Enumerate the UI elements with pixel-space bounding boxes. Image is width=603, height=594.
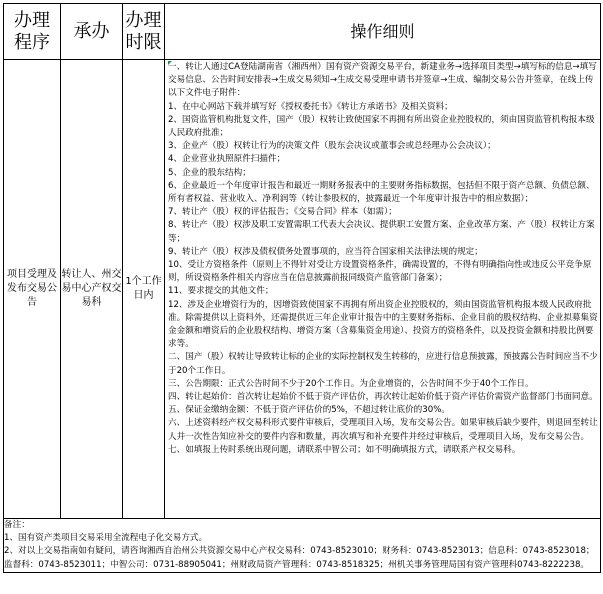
row-time-limit: 1个工作日内 bbox=[123, 60, 165, 519]
detail-line: 5、企业的股东结构； bbox=[168, 167, 251, 178]
detail-line: 9、转让产（股）权涉及债权债务处置事项的，应当符合国家相关法律法规的规定； bbox=[168, 246, 483, 257]
notes-cell bbox=[4, 519, 601, 573]
detail-line: 12、涉及企业增资行为的，因增资致使国家不再拥有所出资企业控股权的，须由国资监管机构报本级人民政府批准。除需提供以上资料外，还需提供近三年企业审计报告中的主要财务指标、企业目前的股权结构、企业拟募集资金金额和增资后的企业股权结构、增资方案（含募集资金用途）、投资方的资格条件，以及投资金额和持股比例要求等。 bbox=[168, 299, 598, 350]
table-row bbox=[4, 60, 601, 519]
detail-line: 6、企业最近一个年度审计报告和最近一期财务报表中的主要财务指标数据，包括但不限于资产总额、负债总额、所有者权益、营业收入、净利润等（转让参股权的，披露最近一个年度审计报告中的相应数据）； bbox=[168, 180, 595, 205]
detail-line: 7、转让产（股）权的评估报告；《交易合同》样本（如需）； bbox=[168, 207, 397, 218]
procedure-table bbox=[3, 3, 601, 573]
detail-line: 8、转让产（股）权涉及职工安置需职工代表大会决议、提供职工安置方案、企业改革方案、产（股）权转让方案等； bbox=[168, 220, 595, 244]
row-procedure: 项目受理及发布交易公告 bbox=[4, 60, 61, 519]
notes-line: 备注： bbox=[4, 520, 30, 530]
detail-line: 七、如填报上传时系统出现问题，请联系中智公司；如不明确填报方式，请联系产权交易科。 bbox=[168, 444, 521, 455]
header-time-limit: 办理 时限 bbox=[123, 4, 165, 60]
row-handler: 转让人、州交易中心产权交易科 bbox=[61, 60, 123, 519]
notes-row bbox=[4, 519, 601, 573]
detail-line: 六、上述资料经产权交易科形式要件审核后，受理项目入场，发布交易公告。如果审核后缺少要件，则退回至转让人并一次性告知应补交的要件内容和数量，再次填写和补充要件并经过审核后，受理项目入场，发布交易公告。 bbox=[168, 418, 598, 442]
detail-line: 4、企业营业执照原件扫描件； bbox=[168, 154, 286, 165]
detail-line: 1、在中心网站下载并填写好《授权委托书》《转让方承诺书》及相关资料； bbox=[168, 101, 453, 112]
detail-line: 五、保证金缴纳金额：不低于资产评估价的5%，不超过转让底价的30%。 bbox=[168, 405, 450, 416]
comment-marker-icon bbox=[168, 61, 172, 65]
header-procedure: 办理 程序 bbox=[4, 4, 61, 60]
detail-line: 四、转让起始价：首次转让起始价不低于资产评估价，再次转让起始价低于资产评估价需资产监督部门书面同意。 bbox=[168, 392, 598, 403]
detail-line: 三、公告期限：正式公告时间不少于20个工作日。为企业增资的，公告时间不少于40个工作日。 bbox=[168, 378, 534, 389]
detail-line: 11、要求提交的其他文件； bbox=[168, 286, 274, 297]
detail-line: 2、国资监管机构批复文件，国产（股）权转让致使国家不再拥有所出资企业控股权的，须由国资监管机构报本级人民政府批准； bbox=[168, 114, 595, 139]
detail-line: 10、受让方资格条件（原则上不得针对受让方设置资格条件，确需设置的，不得有明确指向性或违反公平竞争原则，所设资格条件相关内容应当在信息披露前报同级资产监管部门备案）； bbox=[168, 260, 592, 284]
detail-line: 3、企业产（股）权转让行为的决策文件（股东会决议或董事会或总经理办公会决议）； bbox=[168, 141, 496, 152]
detail-line: 二、国产（股）权转让导致转让标的企业的实际控制权发生转移的，应进行信息预披露，预披露公告时间应当不少于20个工作日。 bbox=[168, 352, 598, 376]
detail-line: 一、转让人通过CA登陆湖南省（湘西州）国有资产资源交易平台，新建业务→选择项目类型→填写标的信息→填写交易信息、公告时间安排表→生成交易须知→生成交易受理申请书并签章→生成、编制交易公告并签章，在线上传以下文件电子附件： bbox=[168, 62, 597, 99]
header-details: 操作细则 bbox=[165, 4, 601, 60]
notes-line: 1、国有资产类项目交易采用全流程电子化交易方式。 bbox=[4, 533, 208, 544]
notes-line: 2、对以上交易指南如有疑问，请咨询湘西自治州公共资源交易中心产权交易科：0743-8523010；财务科：0743-8523013；信息科：0743-8523018；监督科：0743-8523011；中智公司：0731-88905041；州财政局资产管理科：0743-8518325；州机关事务管理局国有资产管理科0743-8222238。 bbox=[4, 546, 595, 570]
header-handler: 承办 bbox=[61, 4, 123, 60]
header-row bbox=[4, 4, 601, 60]
row-details bbox=[165, 60, 601, 519]
